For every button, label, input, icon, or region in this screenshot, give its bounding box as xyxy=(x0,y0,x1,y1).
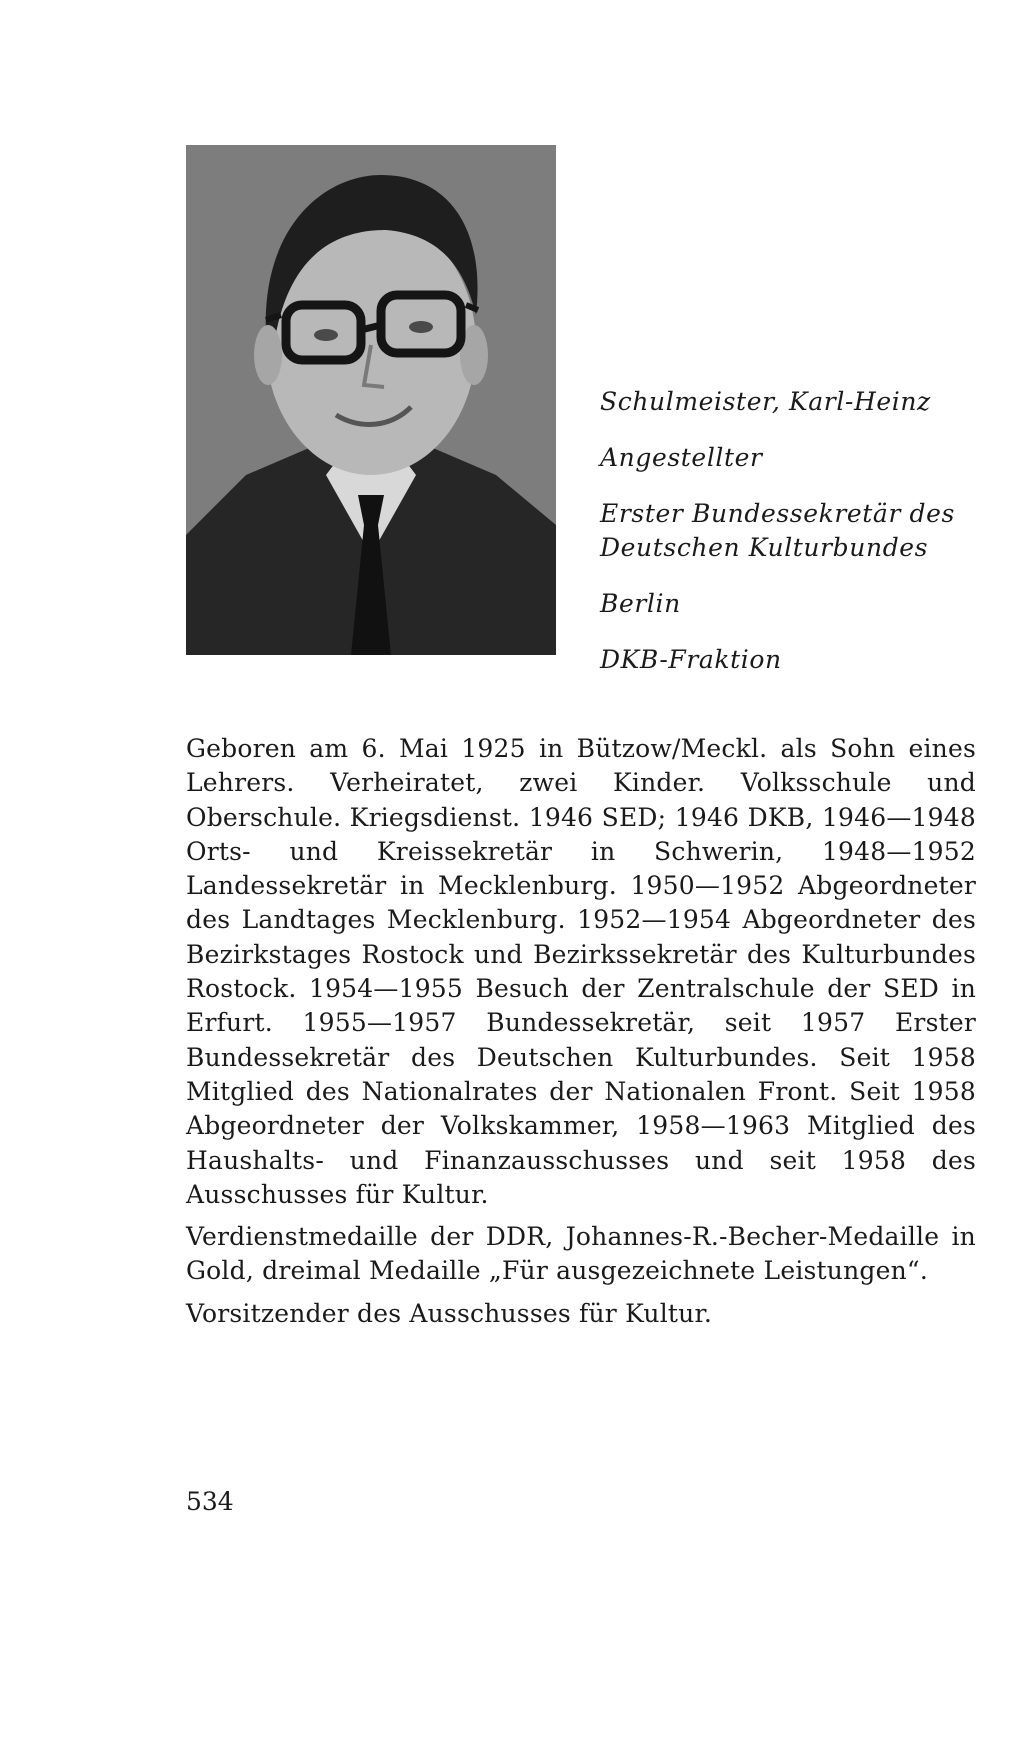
portrait-photo xyxy=(186,145,556,655)
profile-name: Schulmeister, Karl-Heinz xyxy=(600,387,931,416)
profile-faction: DKB-Fraktion xyxy=(600,645,782,674)
profile-occupation: Angestellter xyxy=(600,443,763,472)
biography-paragraph-1: Geboren am 6. Mai 1925 in Bützow/Meckl. als Sohn eines Lehrers. Verheiratet, zwei Kinder. Volksschule und Oberschule. Kriegsdienst. 1946 SED; 1946 DKB, 1946—1948 Orts- und Kreissekretär in Schwerin, 1948—1952 Landessekretär in Mecklenburg. 1950—1952 Abgeordneter des Landtages Mecklenburg. 1952—1954 Abgeordneter des Bezirkstages Rostock und Bezirkssekretär des Kulturbundes Rostock. 1954—1955 Besuch der Zentralschule der SED in Erfurt. 1955—1957 Bundessekretär, seit 1957 Erster Bundessekretär des Deutschen Kulturbundes. Seit 1958 Mitglied des Nationalrates der Nationalen Front. Seit 1958 Abgeordneter der Volkskammer, 1958—1963 Mitglied des Haushalts- und Finanzausschusses und seit 1958 des Ausschusses für Kultur. xyxy=(186,734,976,1209)
page-number: 534 xyxy=(186,1487,234,1516)
profile-location: Berlin xyxy=(600,589,681,618)
portrait-illustration xyxy=(186,145,556,655)
biography-paragraph-2: Verdienstmedaille der DDR, Johannes-R.-Becher-Medaille in Gold, dreimal Medaille „Für ausgezeichnete Leistungen“. xyxy=(186,1222,976,1286)
biography xyxy=(186,732,976,1339)
profile-position: Erster Bundessekretär des Deutschen Kulturbundes xyxy=(600,499,955,562)
biography-paragraph-3: Vorsitzender des Ausschusses für Kultur. xyxy=(186,1298,712,1328)
profile-info xyxy=(600,385,1000,699)
